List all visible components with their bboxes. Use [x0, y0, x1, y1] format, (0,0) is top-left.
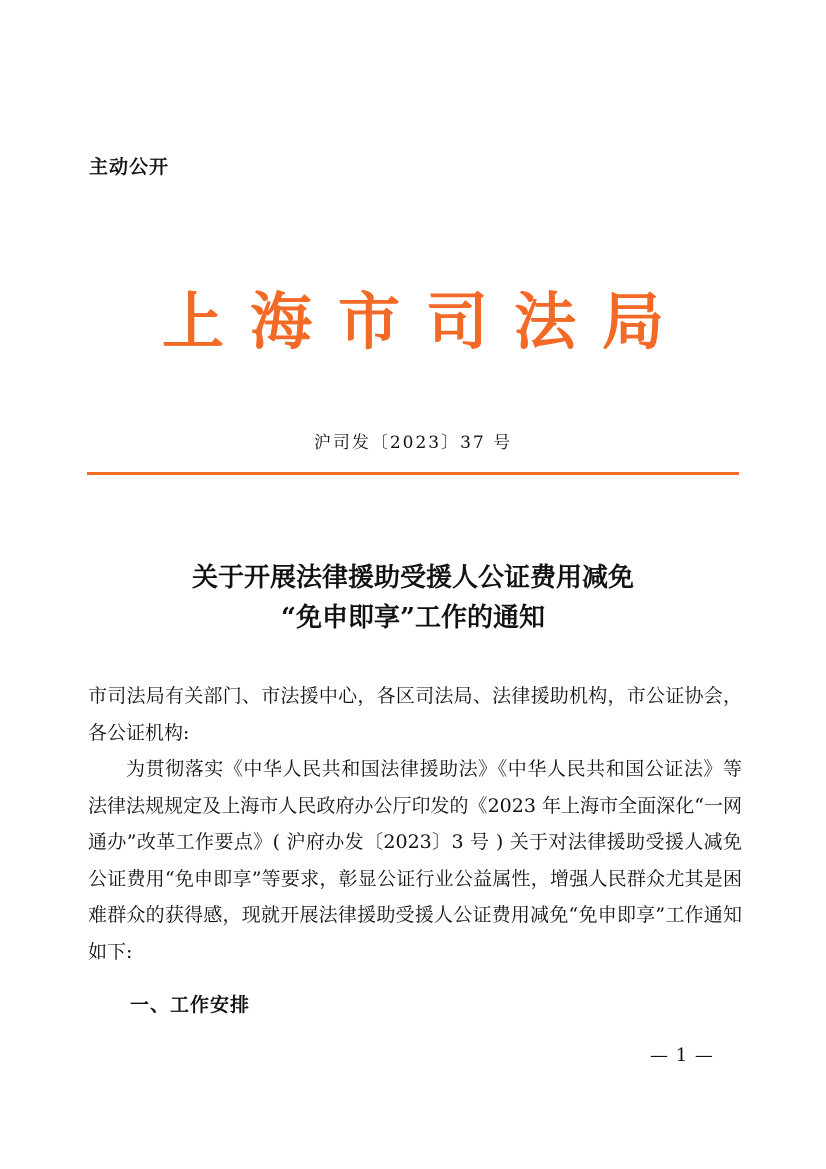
- section-heading: 一、工作安排: [130, 994, 251, 1016]
- document-title-line-1: 关于开展法律援助受援人公证费用减免: [191, 563, 634, 593]
- addressee-paragraph: 市司法局有关部门、市法援中心，各区司法局、法律援助机构，市公证协会，各公证机构:: [88, 685, 742, 744]
- agency-name: 上海市司法局: [161, 285, 690, 358]
- disclosure-label: 主动公开: [89, 156, 170, 178]
- red-divider-line: [87, 472, 739, 475]
- body-paragraph: 为贯彻落实《中华人民共和国法律援助法》《中华人民共和国公证法》等法律法规规定及上海市人民政府办公厅印发的《2023 年上海市全面深化“一网通办”改革工作要点》( 沪府办发〔2023〕3 号 ) 关于对法律援助受援人减免公证费用“免申即享”等要求，彰显公证行业公益属性，增强人民群众尤其是困难群众的获得感，现就开展法律援助受援人公证费用减免“免申即享”工作通知如下:: [88, 758, 742, 963]
- page-number: — 1 —: [650, 1045, 714, 1066]
- document-title-line-2: “免申即享”工作的通知: [281, 603, 545, 633]
- document-number: 沪司发〔2023〕37 号: [313, 433, 513, 453]
